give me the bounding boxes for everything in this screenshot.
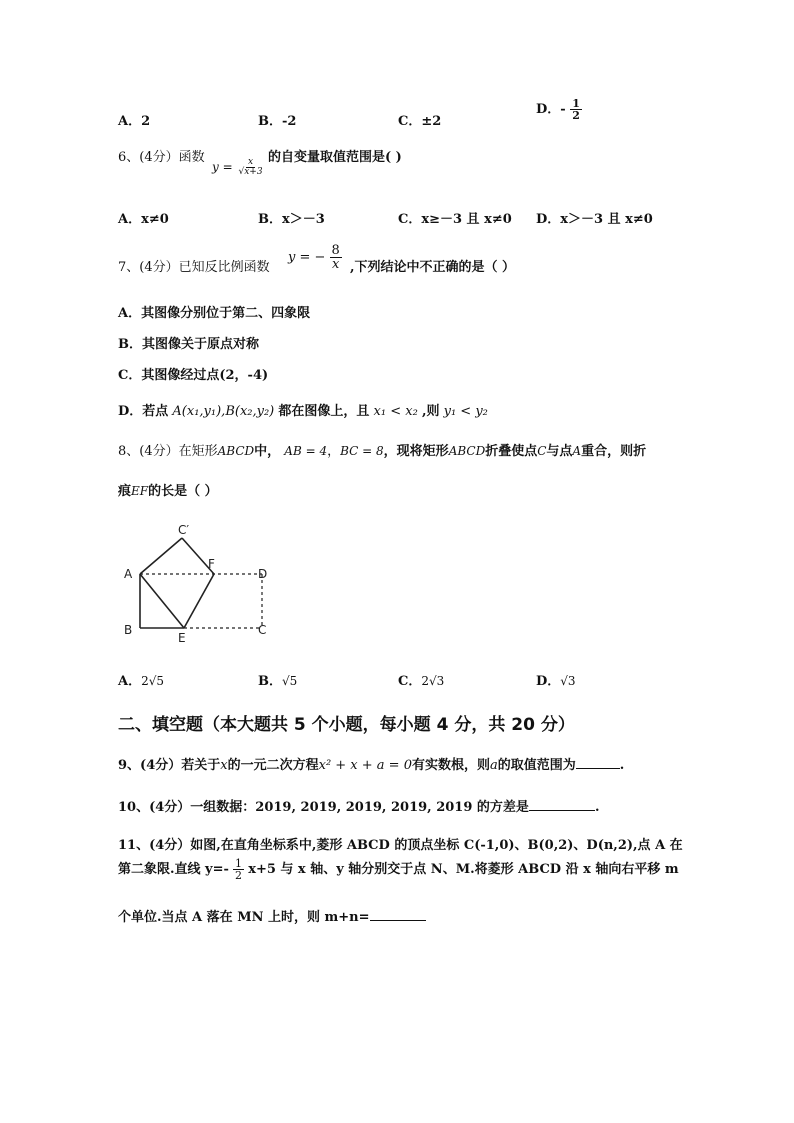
q8-ef: EF	[131, 484, 149, 498]
q8-abcd-2: ABCD	[448, 444, 486, 458]
q8-stem-f: 重合，则折	[581, 444, 647, 459]
q8-line2-a: 痕	[118, 484, 132, 499]
q5-option-a: A．2	[118, 114, 151, 129]
label-a: A	[124, 567, 133, 581]
q8-stem-d: 折叠使点	[485, 444, 538, 459]
q7-formula	[288, 244, 342, 271]
q6-formula-fraction	[236, 158, 264, 177]
q8-option-d	[536, 670, 576, 689]
q8-stem-e: 与点	[546, 444, 573, 459]
q8-stem-a: 8、(4分）在矩形	[118, 444, 218, 459]
q11-line3	[118, 906, 426, 925]
q8-option-d-label: D．	[536, 674, 561, 689]
q9-stem-c: 有实数根，则	[411, 758, 490, 773]
q5-option-d-fraction	[570, 98, 582, 121]
q9-stem-b: 的一元二次方程	[227, 758, 319, 773]
q7-option-b: B．其图像关于原点对称	[118, 337, 259, 352]
q8-option-c-value: 2√3	[421, 674, 445, 688]
q9-stem-a: 9、(4分）若关于	[118, 758, 221, 773]
q11-line2	[118, 858, 679, 881]
q8-stem-c: ，现将矩形	[383, 444, 449, 459]
q8-option-b-label: B．	[258, 674, 282, 689]
q8-line2	[118, 480, 218, 499]
q8-stem	[118, 440, 646, 459]
q8-option-b-value: √5	[282, 674, 298, 688]
q11-fraction-num: 1	[235, 857, 243, 870]
q11-line3-text: 个单位.当点 A 落在 MN 上时，则 m+n=	[118, 910, 370, 925]
q9-eq: x² + x + a = 0	[318, 758, 412, 773]
q8-abcd: ABCD	[217, 444, 255, 458]
q5-option-c: C．±2	[398, 114, 442, 129]
q6-option-d: D．x＞－3 且 x≠0	[536, 212, 653, 227]
q7-option-d-math3: y₁ < y₂	[443, 404, 488, 419]
q7-option-d-a: D．若点	[118, 404, 169, 419]
q11-fraction	[233, 858, 244, 881]
q7-option-a: A．其图像分别位于第二、四象限	[118, 306, 311, 321]
q8-option-b	[258, 670, 297, 689]
q8-a: A	[572, 444, 582, 458]
q8-option-a	[118, 670, 164, 689]
q8-line2-b: 的长是（ ）	[148, 484, 218, 499]
q7-option-d-c: ,则	[421, 404, 440, 419]
q7-option-d	[118, 400, 488, 419]
q6-stem-a: 6、(4分）函数	[118, 150, 205, 165]
q7-formula-fraction	[330, 244, 342, 271]
q6-stem-b: 的自变量取值范围是( )	[268, 150, 402, 165]
label-e: E	[178, 631, 186, 645]
label-c-prime: C′	[178, 523, 190, 537]
q6-formula-num: x	[247, 157, 254, 167]
q6-option-a: A．x≠0	[118, 212, 169, 227]
q11-line2-a: 第二象限.直线 y=-	[118, 862, 229, 877]
q7-option-d-b: 都在图像上，且	[278, 404, 370, 419]
q7-option-d-math: A(x₁,y₁),B(x₂,y₂)	[172, 404, 275, 419]
q9-end: .	[619, 758, 625, 773]
label-f: F	[208, 557, 215, 571]
q8-sep: ，	[327, 444, 341, 459]
q5-option-d	[536, 98, 582, 121]
q10-end: .	[594, 800, 600, 815]
line-ac-prime	[140, 538, 182, 574]
q8-ab: AB = 4	[284, 444, 328, 458]
q6-option-b: B．x＞－3	[258, 212, 325, 227]
q8-bc: BC = 8	[340, 444, 384, 458]
q8-figure	[118, 518, 278, 646]
q11-fraction-den: 2	[235, 869, 243, 882]
q6-formula	[212, 158, 265, 177]
q8-option-c	[398, 670, 444, 689]
q9-a: a	[490, 758, 498, 773]
q9-answer-blank	[576, 756, 620, 769]
q8-option-a-value: 2√5	[141, 674, 165, 688]
label-b: B	[124, 623, 133, 637]
q7-formula-den: x	[332, 257, 340, 272]
q5-option-d-prefix: D．-	[536, 102, 566, 117]
label-d: D	[258, 567, 268, 581]
q11-line2-b: x+5 与 x 轴、y 轴分别交于点 N、M.将菱形 ABCD 沿 x 轴向右平移 m	[248, 862, 679, 877]
q6-formula-y: y =	[212, 160, 233, 174]
q11-answer-blank	[370, 908, 426, 921]
q7-formula-num: 8	[331, 243, 340, 258]
q7-formula-lhs: y = −	[288, 250, 326, 265]
line-ae	[140, 574, 184, 628]
line-fe	[184, 574, 214, 628]
q8-option-a-label: A．	[118, 674, 142, 689]
label-c: C	[258, 623, 267, 637]
q8-option-d-value: √3	[560, 674, 576, 688]
q5-d-num: 1	[572, 97, 580, 110]
q10-answer-blank	[529, 798, 595, 811]
q6-formula-den: √x+3	[238, 167, 263, 177]
q8-stem-b: 中，	[254, 444, 281, 459]
q10	[118, 796, 599, 815]
q5-option-b: B．-2	[258, 114, 297, 129]
q8-figure-svg	[118, 518, 278, 646]
q8-c: C	[537, 444, 547, 458]
q8-option-c-label: C．	[398, 674, 422, 689]
q9-stem-d: 的取值范围为	[497, 758, 576, 773]
q10-stem: 10、(4分）一组数据：2019, 2019, 2019, 2019, 2019 的方差是	[118, 800, 529, 815]
q7-option-c: C．其图像经过点(2，-4)	[118, 368, 269, 383]
q7-stem-b: ,下列结论中不正确的是（ ）	[350, 260, 516, 275]
q6-option-c: C．x≥－3 且 x≠0	[398, 212, 512, 227]
q7-stem-a: 7、(4分）已知反比例函数	[118, 260, 270, 275]
section2-title: 二、填空题（本大题共 5 个小题，每小题 4 分，共 20 分）	[118, 715, 575, 735]
q9	[118, 754, 624, 773]
q7-option-d-math2: x₁ < x₂	[373, 404, 418, 419]
q9-x: x	[220, 758, 228, 773]
q5-d-den: 2	[572, 109, 580, 122]
q11-line1: 11、(4分）如图,在直角坐标系中,菱形 ABCD 的顶点坐标 C(-1,0)、B(0,2)、D(n,2),点 A 在	[118, 838, 683, 853]
